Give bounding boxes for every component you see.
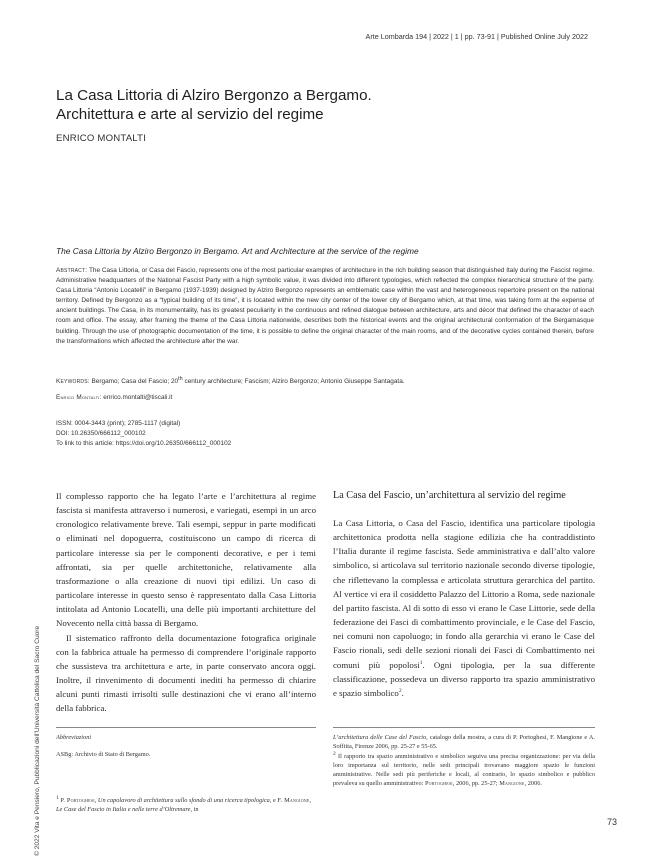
- keywords-superscript: th: [178, 375, 183, 382]
- keywords-text-end: century architecture; Fascism; Alziro Bergonzo; Antonio Giuseppe Santagata.: [182, 378, 405, 385]
- english-title: The Casa Littoria by Alziro Bergonzo in Bergamo. Art and Architecture at the service of the regime: [56, 246, 419, 256]
- footnote-1-number: 1: [56, 794, 59, 801]
- footnote-1-continued: [333, 733, 595, 752]
- author-contact: [56, 393, 594, 403]
- footnotes-right: [333, 733, 595, 789]
- footnote-1: $^1$ P. Portoghesi, Un capolavoro di architettura sullo sfondo di una ricerca tipologica, e F. Mangione, Le Case del Fascio in Italia e nelle terre d’Oltremare, in: [56, 794, 312, 813]
- footnote-1-catalog-rest: , catalogo della mostra, a cura di P. Portoghesi, F. Mangione e A. Soffitta, Firenze 2006, pp. 25-27 e 55-65.: [333, 734, 595, 751]
- keywords-label: Keywords:: [56, 378, 90, 385]
- footnote-2-text: Il rapporto tra spazio amministrativo e simbolico seguiva una precisa organizzazione: per via della loro importanza sul territorio, nelle sedi principali trovavano maggiore spazio le funzioni amministrative. Nelle sedi più periferiche e locali, al contrario, lo spazio simbolico e pubblico prevaleva su quello amministrativo:: [333, 752, 595, 788]
- article-title-line-2: Architettura e arte al servizio del regime: [56, 106, 324, 123]
- footnote-divider-right: [333, 727, 595, 728]
- footnote-1-author-2: F. Mangione: [277, 796, 310, 804]
- section-text-end: .: [401, 687, 404, 698]
- footnote-1-mid: , e: [269, 796, 278, 804]
- article-title-block: [56, 86, 476, 144]
- contact-label: Enrico Montalti:: [56, 394, 102, 401]
- body-left-column: [56, 489, 316, 716]
- issn: ISSN: 0004-3443 (print); 2785-1117 (digital): [56, 420, 181, 427]
- abstract-label: Abstract:: [56, 267, 88, 274]
- footnote-2-mid: , 2006, pp. 25-27;: [452, 780, 500, 788]
- copyright-sidebar: © 2022 Vita e Pensiero, Pubblicazioni dell’Università Cattolica del Sacro Cuore: [34, 625, 41, 856]
- doi: DOI: 10.26350/666112_000102: [56, 430, 146, 438]
- footnote-2: [333, 752, 595, 789]
- footnote-1-title-1: Un capolavoro di architettura sullo sfondo di una ricerca tipologica: [97, 796, 270, 804]
- section-text-main: La Casa Littoria, o Casa del Fascio, identifica una particolare tipologia architettonica prodotta nella stagione edilizia che ha contraddistinto l’Italia durante il regime fascista. Sede amministrativa e dall’alto valore simbolico, si articolava sul territorio nazionale secondo diverse tipologie, che riflettevano la complessa e articolata struttura gerarchica del partito. Al vertice vi era il cosiddetto Palazzo del Littorio a Roma, sede nazionale del partito fascista. Al di sotto di esso vi erano le Case Littorie, sede della federazione dei Fasci di combattimento provinciale, e le Case del Fascio, nei comuni non capoluogo; in fondo alla gerarchia vi erano le Case del Fascio rionali, sedi delle sezioni rionali dei Fasci di Combattimento nei comuni più popolosi: [333, 518, 595, 670]
- section-paragraph: [333, 516, 595, 700]
- footnote-ref-2: 2: [398, 687, 402, 694]
- article-link: To link to this article: https://doi.org/10.26350/666112_000102: [56, 440, 232, 448]
- footnote-ref-1: 1: [419, 659, 423, 666]
- abstract-text: The Casa Littoria, or Casa del Fascio, represents one of the most particular examples of architecture in the rich building season that distinguished Italy during the Fascist regime. Administrative headquarters of the National Fascist Party with a high symbolic value, it was divided into different typologies, which reflected the complex hierarchical structure of the party. Casa Littoria “Antonio Locatelli” in Bergamo (1937-1939) designed by Alziro Bergonzo represents an emblematic case within the vast and heterogeneous repertoire present on the national territory. Defined by Bergonzo as a “typical building of its time”, it is located within the new city center of the lower city of Bergamo which, at that time, was taking form at the expense of ancient buildings. The Casa, in its monumentality, has its greatest peculiarity in the continuous and refined dialogue between architecture, arts and décor that defined the character of each room and office. The essay, after framing the theme of the Casa Littoria nationwide, describes both the historical events and the original architectural conformation of the Bergamasque building. Through the use of photographic documentation of the time, it is possible to define the original character of the main rooms, and of the decorative cycles contained therein, before the transformations which affected the architecture after the war.: [56, 267, 594, 345]
- section-heading: La Casa del Fascio, un’architettura al servizio del regime: [333, 490, 566, 501]
- abbreviation-asbg: ASBg: Archivio di Stato di Bergamo.: [56, 751, 151, 759]
- journal-citation-header: Arte Lombarda 194 | 2022 | 1 | pp. 73-91 | Published Online July 2022: [365, 32, 588, 41]
- abstract: [56, 266, 594, 347]
- footnotes-left: [56, 733, 316, 814]
- author-name: ENRICO MONTALTI: [56, 133, 147, 144]
- footnote-1-catalog-title: L’architettura delle Case del Fascio: [333, 734, 427, 741]
- contact-email: enrico.montalti@tiscali.it: [101, 394, 173, 401]
- keywords-text-start: Bergamo; Casa del Fascio; 20: [89, 378, 179, 385]
- article-identifiers: [56, 419, 456, 449]
- footnote-2-ref-1: Portoghesi: [424, 780, 453, 788]
- footnote-divider-left: [56, 727, 316, 728]
- footnote-2-end: , 2006.: [524, 780, 542, 788]
- footnote-1-title-2: Le Case del Fascio in Italia e nelle terre d’Oltremare: [56, 805, 191, 813]
- body-paragraph-2: Il sistematico raffronto della documentazione fotografica originale con la fabbrica attuale ha permesso di comprendere l’originale rapporto che sussisteva tra architettura e arte, in parte conservato ancora oggi. Inoltre, il rinvenimento di documenti inediti ha permesso di chiarire alcuni punti rimasti irrisolti sulle destinazioni che vi erano all’interno della fabbrica.: [56, 632, 316, 714]
- keywords: [56, 377, 594, 387]
- article-title-line-1: La Casa Littoria di Alziro Bergonzo a Bergamo.: [56, 87, 372, 104]
- body-right-column: [333, 489, 595, 700]
- abbreviations-heading: Abbreviazioni: [56, 734, 92, 741]
- footnote-1-author-1: P. Portoghesi: [60, 796, 95, 804]
- body-paragraph-1: Il complesso rapporto che ha legato l’arte e l’architettura al regime fascista si manifesta attraverso i numerosi, e variegati, esempi in un arco cronologico relativamente breve. Tali esempi, seppur in parte modificati o eliminati nel dopoguerra, costituiscono un campo di ricerca di particolare interesse sia per le componenti decorative, e per i temi affrontati, sia per quelle architettoniche, relativamente alla trasformazione o alla creazione di nuovi tipi edilizi. Un caso di particolare interesse in questo senso è rappresentato dalla Casa Littoria intitolata ad Antonio Locatelli, una delle più importanti architetture del Novecento nella città bassa di Bergamo.: [56, 491, 316, 629]
- section-text-tail: . Ogni tipologia, per la sua differente classificazione, possedeva un diverso rapporto tra spazio amministrativo e spazio simbolico: [333, 659, 595, 698]
- footnote-1-end: , in: [190, 805, 199, 813]
- page-number: 73: [607, 817, 618, 827]
- footnote-2-ref-2: Mangione: [499, 780, 525, 788]
- footnote-2-number: 2: [333, 750, 336, 757]
